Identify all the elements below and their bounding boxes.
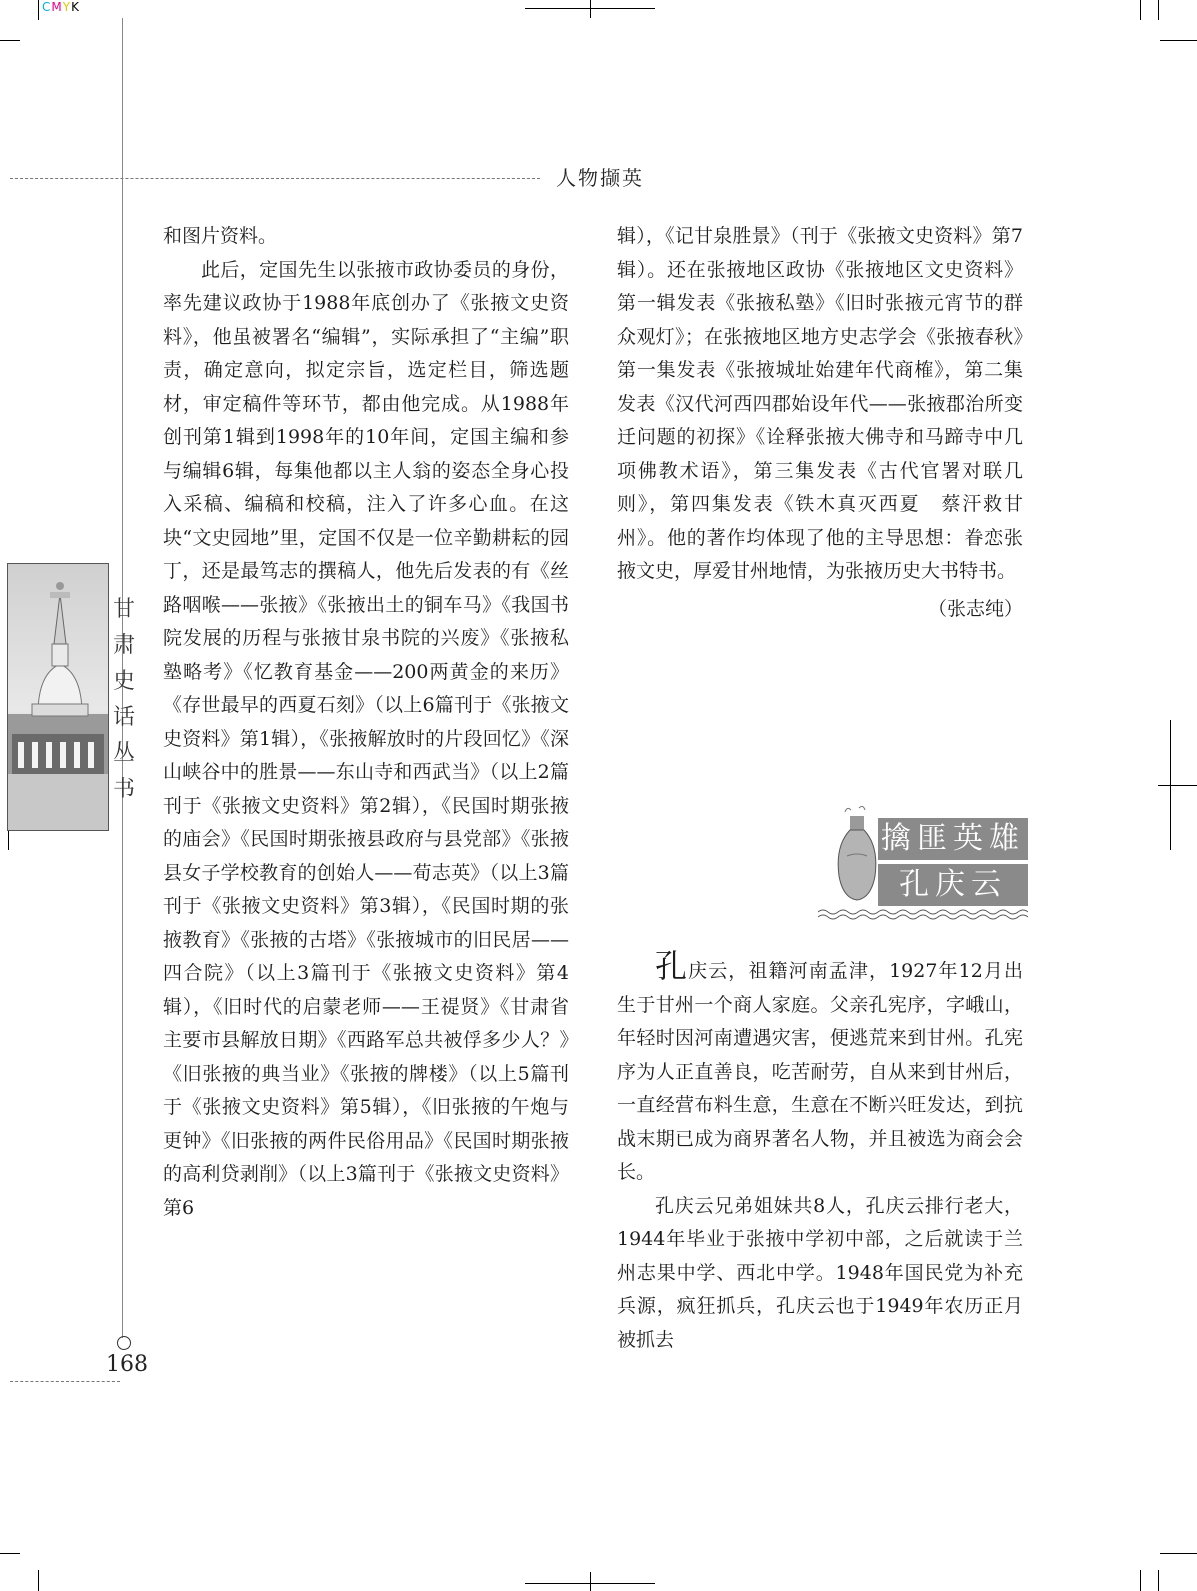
crop-mark — [1158, 0, 1159, 20]
pagoda-illustration — [8, 564, 108, 830]
crop-mark — [0, 40, 20, 41]
article-heading-line: 擒匪英雄 — [878, 818, 1028, 860]
crop-mark — [0, 1553, 20, 1554]
registration-mark — [1158, 785, 1197, 786]
wave-ornament — [818, 908, 1028, 920]
registration-mark — [590, 0, 591, 18]
pagoda-photo — [7, 563, 109, 831]
right-column — [617, 220, 1023, 626]
registration-mark — [590, 1572, 591, 1591]
article-heading-line: 孔庆云 — [878, 864, 1028, 906]
vase-icon — [833, 806, 881, 902]
crop-mark — [1160, 1553, 1197, 1554]
crop-mark — [1158, 1570, 1159, 1591]
crop-mark — [38, 0, 39, 20]
left-column — [163, 220, 569, 1225]
crop-mark — [1140, 0, 1141, 20]
paragraph: 孔庆云兄弟姐妹共8人，孔庆云排行老大，1944年毕业于张掖中学初中部，之后就读于兰州志果中学、西北中学。1948年国民党为补充兵源，疯狂抓兵，孔庆云也于1949年农历正月被抓去 — [617, 1194, 1023, 1351]
paragraph: 此后，定国先生以张掖市政协委员的身份，率先建议政协于1988年底创办了《张掖文史资料》，他虽被署名“编辑”，实际承担了“主编”职责，确定意向，拟定宗旨，选定栏目，筛选题材，审定稿件等环节，都由他完成。从1988年创刊第1辑到1998年的10年间，定国主编和参与编辑6辑，每集他都以主人翁的姿态全身心投入采稿、编稿和校稿，注入了许多心血。在这块“文史园地”里，定国不仅是一位辛勤耕耘的园丁，还是最笃志的撰稿人，他先后发表的有《丝路咽喉——张掖》《张掖出土的铜车马》《我国书院发展的历程与张掖甘泉书院的兴废》《张掖私塾略考》《忆教育基金——200两黄金的来历》《存世最早的西夏石刻》（以上6篇刊于《张掖文史资料》第1辑），《张掖解放时的片段回忆》《深山峡谷中的胜景——东山寺和西武当》（以上2篇刊于《张掖文史资料》第2辑），《民国时期张掖的庙会》《民国时期张掖县政府与县党部》《张掖县女子学校教育的创始人——荀志英》（以上3篇刊于《张掖文史资料》第3辑），《民国时期的张掖教育》《张掖的古塔》《张掖城市的旧民居——四合院》（以上3篇刊于《张掖文史资料》第4辑），《旧时代的启蒙老师——王禔贤》《甘肃省主要市县解放日期》《西路军总共被俘多少人？》《旧张掖的典当业》《张掖的牌楼》（以上5篇刊于《张掖文史资料》第5辑），《旧张掖的午炮与更钟》《旧张掖的两件民俗用品》《民国时期张掖的高利贷剥削》（以上3篇刊于《张掖文史资料》第6 — [163, 258, 569, 1219]
footer-dashed-rule — [10, 1381, 120, 1382]
author-credit: （张志纯） — [927, 597, 1023, 620]
crop-mark — [38, 1570, 39, 1591]
crop-mark — [1140, 1570, 1141, 1591]
page-number: 168 — [106, 1352, 148, 1377]
paragraph: 辑），《记甘泉胜景》（刊于《张掖文史资料》第7辑）。还在张掖地区政协《张掖地区文史资料》第一辑发表《张掖私塾》《旧时张掖元宵节的群众观灯》；在张掖地区地方史志学会《张掖春秋》第一集发表《张掖城址始建年代商榷》，第二集发表《汉代河西四郡始设年代——张掖郡治所变迁问题的初探》《诠释张掖大佛寺和马蹄寺中几项佛教术语》，第三集发表《古代官署对联几则》，第四集发表《铁木真灭西夏 蔡汗救甘州》。他的著作均体现了他的主导思想：眷恋张掖文史，厚爱甘州地情，为张掖历史大书特书。 — [617, 225, 1023, 582]
series-title: 甘 肃 史 话 丛 书 — [112, 597, 135, 802]
section-title: 人物撷英 — [556, 166, 644, 190]
article-heading — [878, 818, 1028, 910]
page-marker-icon — [117, 1336, 131, 1350]
drop-cap: 孔 — [655, 947, 689, 985]
paragraph: 和图片资料。 — [163, 225, 278, 247]
paragraph: 孔庆云，祖籍河南孟津，1927年12月出生于甘州一个商人家庭。父亲孔宪序，字峨山，年轻时因河南遭遇灾害，便逃荒来到甘州。孔宪序为人正直善良，吃苦耐劳，自从来到甘州后，一直经营布料生意，生意在不断兴旺发达，到抗战末期已成为商界著名人物，并且被选为商会会长。 — [617, 947, 1023, 1183]
crop-mark — [1160, 40, 1197, 41]
header-dashed-rule — [10, 178, 540, 179]
article-body — [617, 947, 1023, 1357]
cmyk-color-mark: CMYK — [42, 0, 80, 14]
